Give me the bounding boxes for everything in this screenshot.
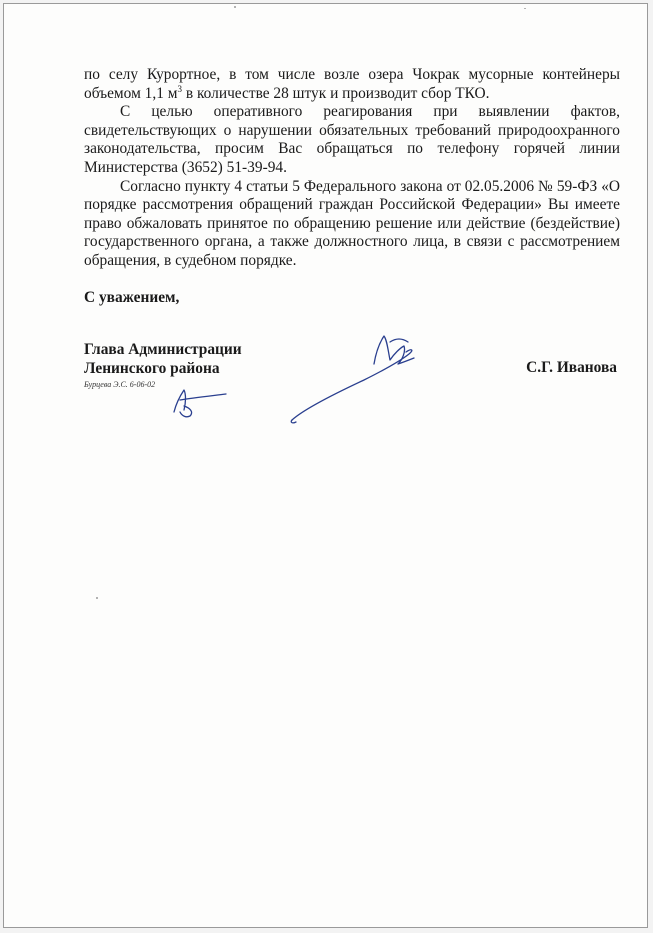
- signature-stroke-top: [390, 339, 408, 342]
- greeting: С уважением,: [84, 289, 180, 306]
- initial-stroke-1: [174, 390, 186, 412]
- scan-speck: [234, 6, 236, 8]
- letter-body: [84, 66, 620, 271]
- initial-stroke-3: [180, 406, 192, 417]
- scan-speck: [96, 597, 98, 599]
- paragraph-containers-text-1: по селу Курортное, в том числе возле озера Чокрак мусорные контейнеры объемом 1,1 м: [84, 66, 620, 102]
- signer-name: С.Г. Иванова: [526, 359, 617, 376]
- paragraph-containers: [84, 66, 620, 103]
- signature-stroke-loop: [374, 336, 414, 364]
- cubic-superscript: 3: [177, 83, 182, 94]
- paragraph-appeal-rights: Согласно пункту 4 статьи 5 Федерального закона от 02.05.2006 № 59-ФЗ «О порядке рассмотрения обращений граждан Российской Федерации» Вы имеете право обжаловать принятое по обращению решение или действие (бездействие) государственного органа, а также должностного лица, в связи с рассмотрением обращения, в судебном порядке.: [84, 177, 620, 269]
- executor-note: Бурцева Э.С. 6-06-02: [84, 380, 156, 389]
- signature-stroke-main: [292, 350, 412, 420]
- paragraph-containers-text-2: в количестве 28 штук и производит сбор ТКО.: [182, 84, 490, 102]
- paragraph-hotline: С целью оперативного реагирования при выявлении фактов, свидетельствующих о нарушении обязательных требований природоохранного законодательства, просим Вас обращаться по телефону горячей линии Министерства (3652) 51-39-94.: [84, 103, 620, 176]
- signer-position-line-1: Глава Администрации: [84, 341, 242, 358]
- scan-speck: [524, 8, 526, 9]
- signer-position-line-2: Ленинского района: [84, 360, 220, 377]
- initial-stroke-2: [180, 394, 226, 400]
- signer-position: [84, 340, 242, 378]
- document-page: [3, 3, 648, 928]
- signature-stroke-tail: [291, 420, 296, 423]
